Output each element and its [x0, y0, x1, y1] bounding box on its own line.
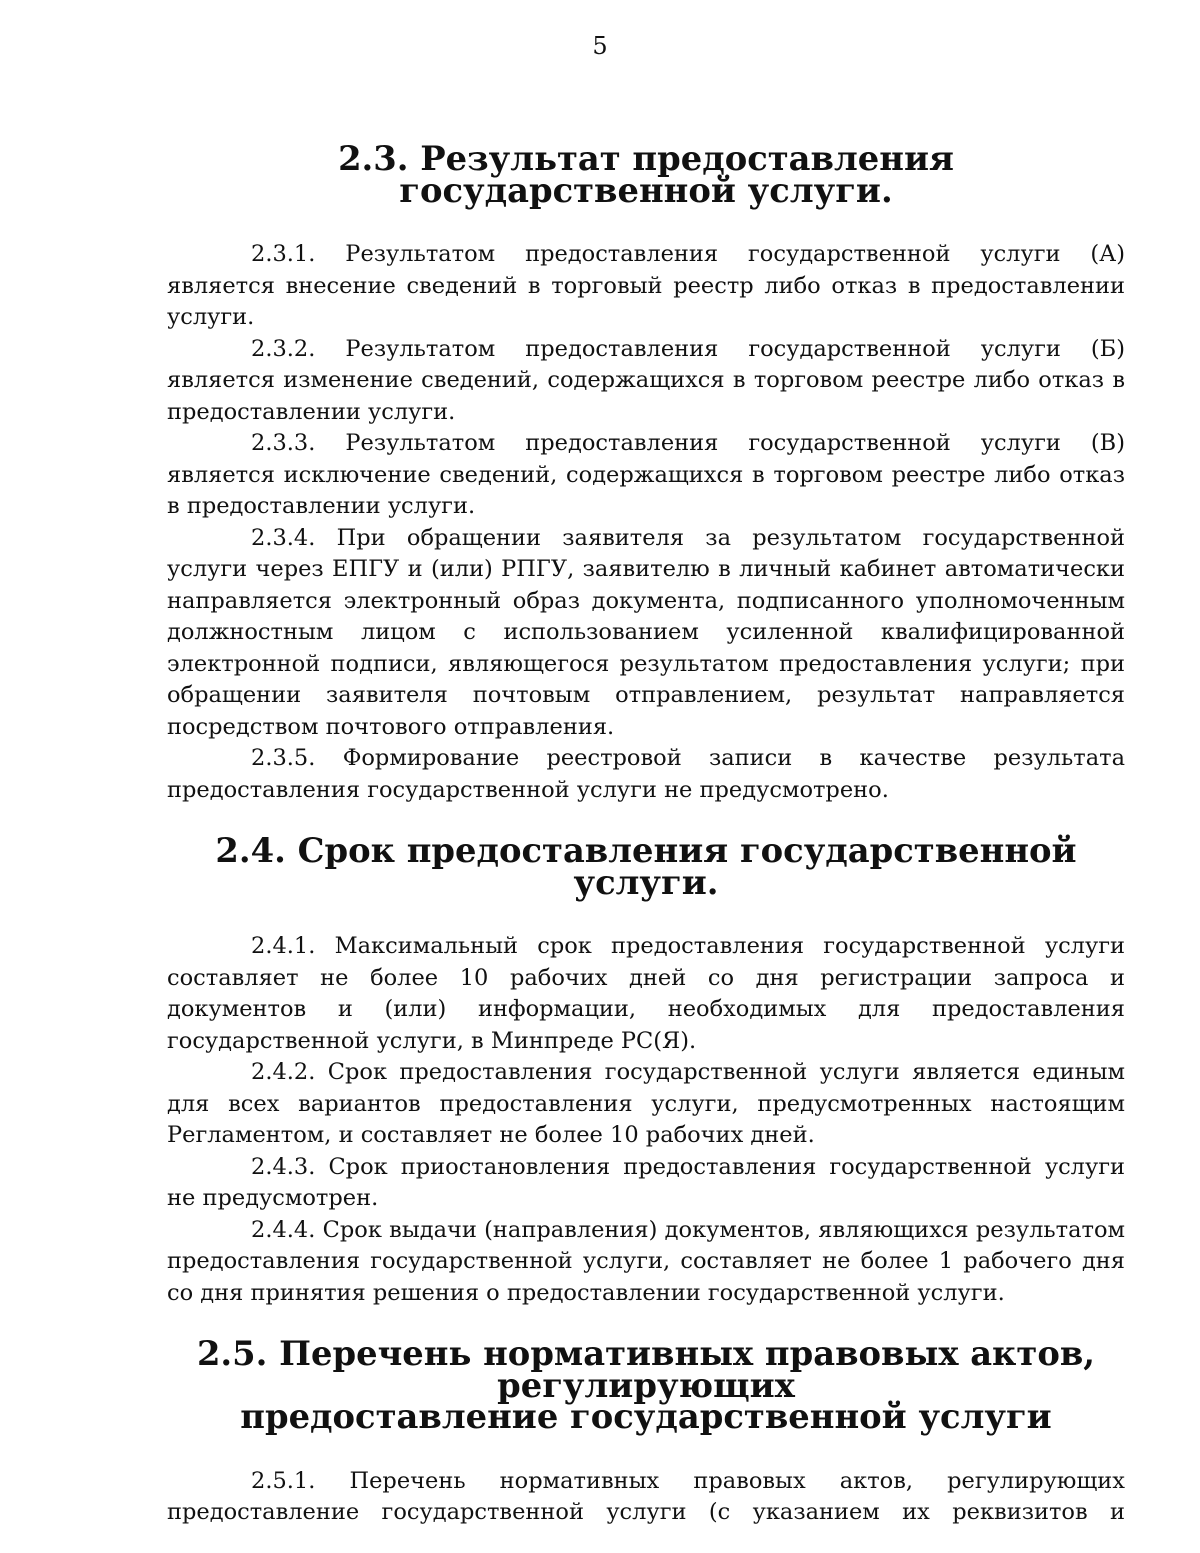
paragraph-2-3-1: 2.3.1. Результатом предоставления государственной услуги (А) является внесение сведений в торговый реестр либо отказ в предоставлении услуги. — [167, 241, 1125, 330]
paragraph-2-3-3: 2.3.3. Результатом предоставления государственной услуги (В) является исключение сведений, содержащихся в торговом реестре либо отказ в предоставлении услуги. — [167, 430, 1125, 519]
paragraph-2-4-3: 2.4.3. Срок приостановления предоставления государственной услуги не предусмотрен. — [167, 1153, 1125, 1211]
paragraph-2-4-2: 2.4.2. Срок предоставления государственной услуги является единым для всех вариантов предоставления услуги, предусмотренных настоящим Регламентом, и составляет не более 10 рабочих дней. — [167, 1059, 1125, 1148]
paragraph-2-3-5: 2.3.5. Формирование реестровой записи в качестве результата предоставления государственной услуги не предусмотрено. — [167, 745, 1125, 803]
paragraph-2-4-4: 2.4.4. Срок выдачи (направления) документов, являющихся результатом предоставления государственной услуги, составляет не более 1 рабочего дня со дня принятия решения о предоставлении государственной услуги. — [167, 1216, 1125, 1306]
paragraph-2-3-4: 2.3.4. При обращении заявителя за результатом государственной услуги через ЕПГУ и (или) РПГУ, заявителю в личный кабинет автоматически направляется электронный образ документа, подписанного уполномоченным должностным лицом с использованием усиленной квалифицированной электронной подписи, являющегося результатом предоставления услуги; при обращении заявителя почтовым отправлением, результат направляется посредством почтового отправления. — [167, 524, 1125, 740]
section-heading-2-3: 2.3. Результат предоставления государственной услуги. — [338, 138, 954, 210]
paragraph-2-4-1: 2.4.1. Максимальный срок предоставления государственной услуги составляет не более 10 рабочих дней со дня регистрации запроса и документов и (или) информации, необходимых для предоставления государственной услуги, в Минпреде РС(Я). — [167, 933, 1125, 1054]
paragraph-2-3-2: 2.3.2. Результатом предоставления государственной услуги (Б) является изменение сведений, содержащихся в торговом реестре либо отказ в предоставлении услуги. — [167, 335, 1125, 425]
paragraph-2-5-1: 2.5.1. Перечень нормативных правовых актов, регулирующих предоставление государственной услуги (с указанием их реквизитов и — [167, 1467, 1125, 1525]
section-heading-2-5-line-1: 2.5. Перечень нормативных правовых актов, регулирующих — [196, 1333, 1096, 1405]
section-heading-2-5-line-2: предоставление государственной услуги — [240, 1396, 1052, 1436]
section-heading-2-4: 2.4. Срок предоставления государственной услуги. — [215, 830, 1077, 902]
page-number: 5 — [592, 32, 608, 60]
section-heading-2-5 — [167, 1333, 1125, 1436]
document-body — [167, 138, 1125, 1529]
